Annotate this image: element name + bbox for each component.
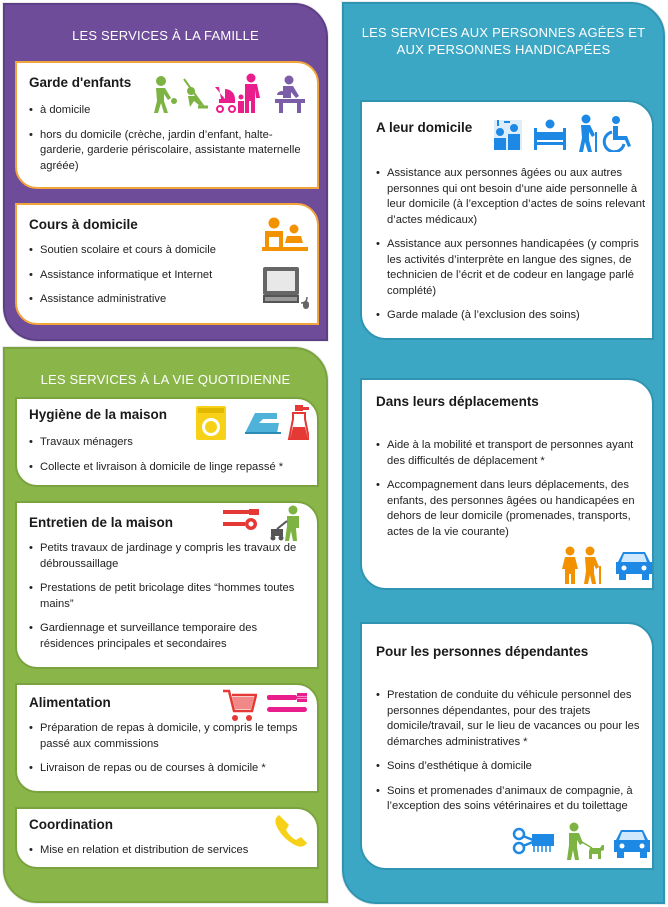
card-title-entretien: Entretien de la maison xyxy=(29,515,174,530)
card-title-coordination: Coordination xyxy=(29,817,113,832)
domicile-list xyxy=(376,166,648,333)
list-item: • hors du domicile (crèche, jardin d’enfant, halte-garderie, garderie périscolaire, assistante maternelle agréée) xyxy=(29,128,314,175)
panel-famille xyxy=(3,3,328,341)
parent-child-icon xyxy=(237,73,263,115)
card-title-dependantes: Pour les personnes dépendantes xyxy=(376,644,589,659)
entretien-list xyxy=(29,541,314,661)
list-item: • Soins et promenades d’animaux de compagnie, à l’exception des soins vétérinaires et du toilettage xyxy=(376,784,648,815)
card-dependantes xyxy=(360,622,654,870)
diaper-change-icon xyxy=(269,75,309,115)
card-entretien xyxy=(15,501,319,669)
car-icon xyxy=(614,548,654,582)
car-icon xyxy=(612,826,652,860)
alimentation-list xyxy=(29,721,314,786)
dependantes-list xyxy=(376,688,648,824)
card-title-cours: Cours à domicile xyxy=(29,217,138,232)
list-item: • Préparation de repas à domicile, y compris le temps passé aux commissions xyxy=(29,721,314,752)
shopping-cart-icon xyxy=(221,687,257,723)
computer-icon xyxy=(261,265,311,311)
panel-quotidien-title: LES SERVICES À LA VIE QUOTIDIENNE xyxy=(40,372,291,387)
list-item: • Assistance aux personnes handicapées (y compris les activités d’interprète en langue des signes, de technicien de l’écrit et de codeur en langage parlé complété) xyxy=(376,237,648,299)
card-alimentation xyxy=(15,683,319,793)
card-cours-domicile xyxy=(15,203,319,325)
cours-list xyxy=(29,243,249,317)
stroller-icon xyxy=(211,83,239,115)
card-garde-enfants xyxy=(15,61,319,189)
card-title-deplacements: Dans leurs déplacements xyxy=(376,394,539,409)
list-item: • Assistance administrative xyxy=(29,292,249,308)
list-item: • Travaux ménagers xyxy=(29,435,314,451)
list-item: • Assistance aux personnes âgées ou aux autres personnes qui ont besoin d’une aide personnelle à leur domicile (à l’exception d’actes de soins relevant d’actes médicaux) xyxy=(376,166,648,228)
child-walker-icon xyxy=(152,75,180,115)
cutlery-icon xyxy=(265,691,309,717)
panel-quotidien xyxy=(3,347,328,903)
shower-assist-icon xyxy=(490,116,526,154)
list-item: • Soutien scolaire et cours à domicile xyxy=(29,243,249,259)
list-item: • Aide à la mobilité et transport de personnes ayant des difficultés de déplacement * xyxy=(376,438,648,469)
card-title-domicile: A leur domicile xyxy=(376,120,473,135)
wheelchair-icon xyxy=(602,116,636,152)
walking-aid-icon xyxy=(574,114,600,154)
elderly-couple-icon xyxy=(558,546,606,586)
list-item: • Soins d’esthétique à domicile xyxy=(376,759,648,775)
list-item: • Livraison de repas ou de courses à domicile * xyxy=(29,761,314,777)
list-item: • Accompagnement dans leurs déplacements, des enfants, des personnes âgées ou handicapées en dehors de leur domicile (promenades, transports, actes de la vie courante) xyxy=(376,478,648,540)
phone-icon xyxy=(273,811,309,847)
list-item: • Petits travaux de jardinage y compris les travaux de débroussaillage xyxy=(29,541,314,572)
dog-walk-icon xyxy=(564,822,604,862)
panel-personnes-title: LES SERVICES AUX PERSONNES AGÉES ET AUX PERSONNES HANDICAPÉES xyxy=(361,25,646,57)
spray-bottle-icon xyxy=(287,403,309,443)
coordination-list xyxy=(29,843,314,868)
list-item: • Assistance informatique et Internet xyxy=(29,268,249,284)
card-coordination xyxy=(15,807,319,869)
bed-icon xyxy=(532,118,568,152)
tools-icon xyxy=(221,507,265,531)
card-hygiene xyxy=(15,397,319,487)
tutor-icon xyxy=(262,217,308,255)
list-item: • Collecte et livraison à domicile de linge repassé * xyxy=(29,460,314,476)
garde-list xyxy=(29,103,314,183)
washing-machine-icon xyxy=(195,405,227,441)
iron-icon xyxy=(241,407,283,439)
lawn-mower-icon xyxy=(269,505,309,543)
card-title-alimentation: Alimentation xyxy=(29,695,111,710)
card-title-garde: Garde d'enfants xyxy=(29,75,132,90)
list-item: • Mise en relation et distribution de services xyxy=(29,843,314,859)
list-item: • à domicile xyxy=(29,103,314,119)
list-item: • Prestations de petit bricolage dites “hommes toutes mains” xyxy=(29,581,314,612)
deplacements-list xyxy=(376,438,648,549)
panel-famille-title: LES SERVICES À LA FAMILLE xyxy=(72,28,259,43)
card-deplacements xyxy=(360,378,654,590)
child-swing-icon xyxy=(180,77,212,113)
hair-clipper-icon xyxy=(512,826,556,856)
card-domicile xyxy=(360,100,654,340)
list-item: • Garde malade (à l’exclusion des soins) xyxy=(376,308,648,324)
hygiene-list xyxy=(29,435,314,484)
list-item: • Prestation de conduite du véhicule personnel des personnes dépendantes, pour des trajets domicile/travail, sur le lieu de vacances ou pour les démarches administratives * xyxy=(376,688,648,750)
card-title-hygiene: Hygiène de la maison xyxy=(29,407,168,422)
panel-personnes xyxy=(342,2,665,904)
list-item: • Gardiennage et surveillance temporaire des résidences principales et secondaires xyxy=(29,621,314,652)
